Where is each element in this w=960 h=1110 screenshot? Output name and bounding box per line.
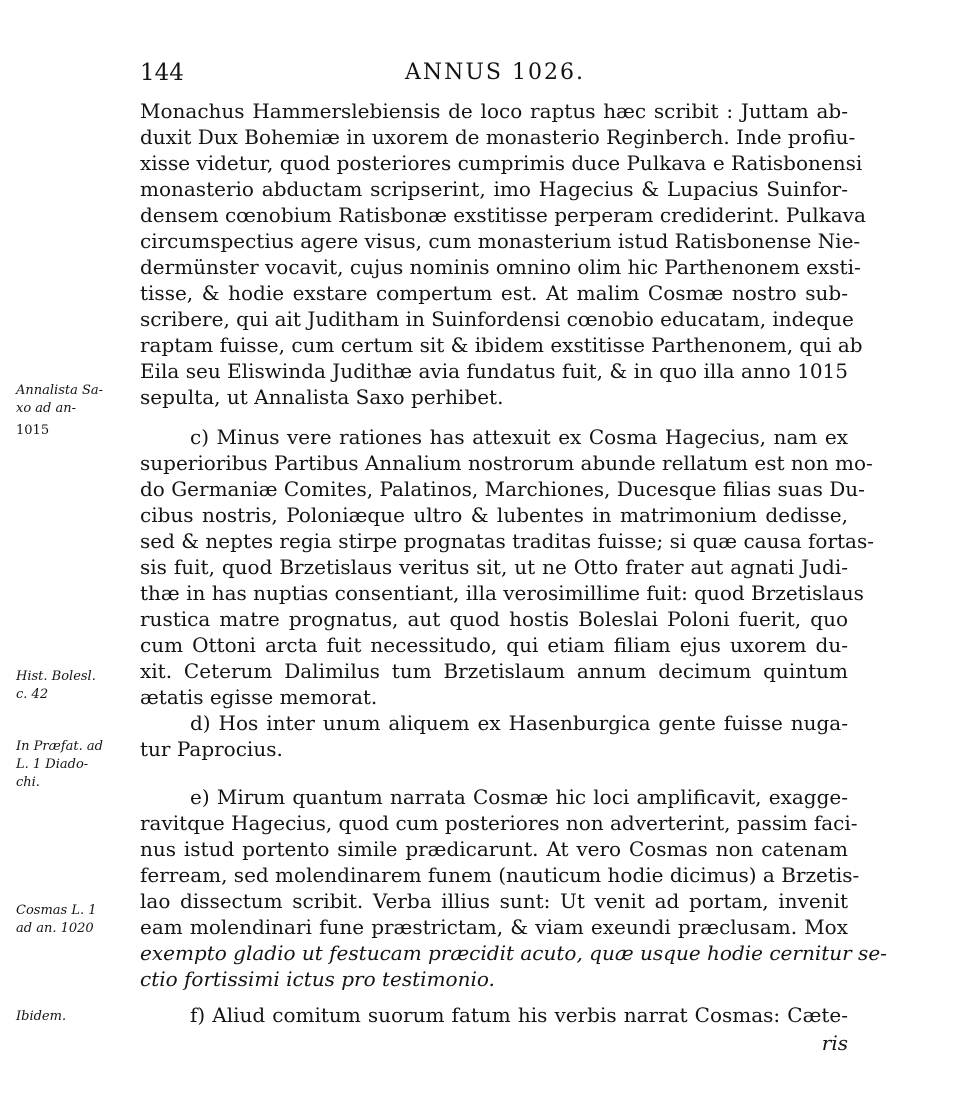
- margin-note: Annalista Sa-: [16, 383, 104, 398]
- text-line: ferream, sed molendinarem funem (nauticum hodie dicimus) a Brzetis-: [140, 863, 860, 887]
- text-line: Monachus Hammerslebiensis de loco raptus hæc scribit : Juttam ab-: [140, 99, 848, 123]
- margin-note: chi.: [16, 775, 40, 790]
- text-line: circumspectius agere visus, cum monasterium istud Ratisbonense Nie-: [140, 229, 861, 253]
- text-line: xisse videtur, quod posteriores cumprimis duce Pulkava e Ratisbonensi: [140, 151, 863, 175]
- text-line: sepulta, ut Annalista Saxo perhibet.: [140, 385, 504, 409]
- text-line: densem cœnobium Ratisbonæ exstitisse perperam crediderint. Pulkava: [140, 203, 866, 227]
- text-line: sis fuit, quod Brzetislaus veritus sit, ut ne Otto frater aut agnati Judi-: [140, 555, 848, 579]
- margin-note: ad an. 1020: [16, 921, 94, 936]
- text-line: tur Paprocius.: [140, 737, 283, 761]
- margin-note: L. 1 Diado-: [16, 757, 89, 772]
- text-line: lao dissectum scribit. Verba illius sunt: Ut venit ad portam, invenit: [140, 889, 848, 913]
- text-line: sed & neptes regia stirpe prognatas traditas fuisse; si quæ causa fortas-: [140, 529, 874, 553]
- text-line: exempto gladio ut festucam præcidit acuto, quæ usque hodie cernitur se-: [140, 941, 887, 965]
- text-line: duxit Dux Bohemiæ in uxorem de monasterio Reginberch. Inde profiu-: [140, 125, 856, 149]
- margin-note: c. 42: [16, 687, 49, 702]
- text-line: raptam fuisse, cum certum sit & ibidem exstitisse Parthenonem, qui ab: [140, 333, 863, 357]
- text-line: thæ in has nuptias consentiant, illa verosimillime fuit: quod Brzetislaus: [140, 581, 864, 605]
- text-line: ravitque Hagecius, quod cum posteriores non adverterint, passim faci-: [140, 811, 858, 835]
- paragraph-start: e) Mirum quantum narrata Cosmæ hic loci amplificavit, exagge-: [190, 785, 848, 809]
- text-line: xit. Ceterum Dalimilus tum Brzetislaum annum decimum quintum: [140, 659, 848, 683]
- margin-note: 1015: [16, 423, 50, 438]
- text-line: superioribus Partibus Annalium nostrorum abunde rellatum est non mo-: [140, 451, 873, 475]
- paragraph-start: f) Aliud comitum suorum fatum his verbis narrat Cosmas: Cæte-: [190, 1003, 848, 1027]
- text-line: ctio fortissimi ictus pro testimonio.: [140, 967, 495, 991]
- running-title: ANNUS 1026.: [405, 60, 585, 85]
- paragraph-start: d) Hos inter unum aliquem ex Hasenburgica gente fuisse nuga-: [190, 711, 848, 735]
- text-line: ætatis egisse memorat.: [140, 685, 378, 709]
- text-line: monasterio abductam scripserint, imo Hagecius & Lupacius Suinfor-: [140, 177, 848, 201]
- text-line: do Germaniæ Comites, Palatinos, Marchiones, Ducesque filias suas Du-: [140, 477, 865, 501]
- text-line: Eila seu Eliswinda Judithæ avia fundatus fuit, & in quo illa anno 1015: [140, 359, 848, 383]
- text-line: tisse, & hodie exstare compertum est. At malim Cosmæ nostro sub-: [140, 281, 848, 305]
- margin-note: In Præfat. ad: [16, 739, 103, 754]
- margin-note: Cosmas L. 1: [16, 903, 97, 918]
- margin-note: xo ad an-: [16, 401, 77, 416]
- text-line: eam molendinari fune præstrictam, & viam exeundi præclusam. Mox: [140, 915, 848, 939]
- text-line: rustica matre prognatus, aut quod hostis Boleslai Poloni fuerit, quo: [140, 607, 848, 631]
- margin-note: Hist. Bolesl.: [16, 669, 96, 684]
- text-line: nus istud portento simile prædicarunt. At vero Cosmas non catenam: [140, 837, 848, 861]
- text-line: cum Ottoni arcta fuit necessitudo, qui etiam filiam ejus uxorem du-: [140, 633, 848, 657]
- margin-note: Ibidem.: [16, 1009, 67, 1024]
- catchword: ris: [821, 1031, 848, 1055]
- text-line: dermünster vocavit, cujus nominis omnino olim hic Parthenonem exsti-: [140, 255, 861, 279]
- page-number: 144: [140, 60, 184, 86]
- paragraph-start: c) Minus vere rationes has attexuit ex Cosma Hagecius, nam ex: [190, 425, 848, 449]
- text-line: scribere, qui ait Juditham in Suinfordensi cœnobio educatam, indeque: [140, 307, 854, 331]
- text-line: cibus nostris, Poloniæque ultro & lubentes in matrimonium dedisse,: [140, 503, 848, 527]
- page-header: [140, 60, 850, 94]
